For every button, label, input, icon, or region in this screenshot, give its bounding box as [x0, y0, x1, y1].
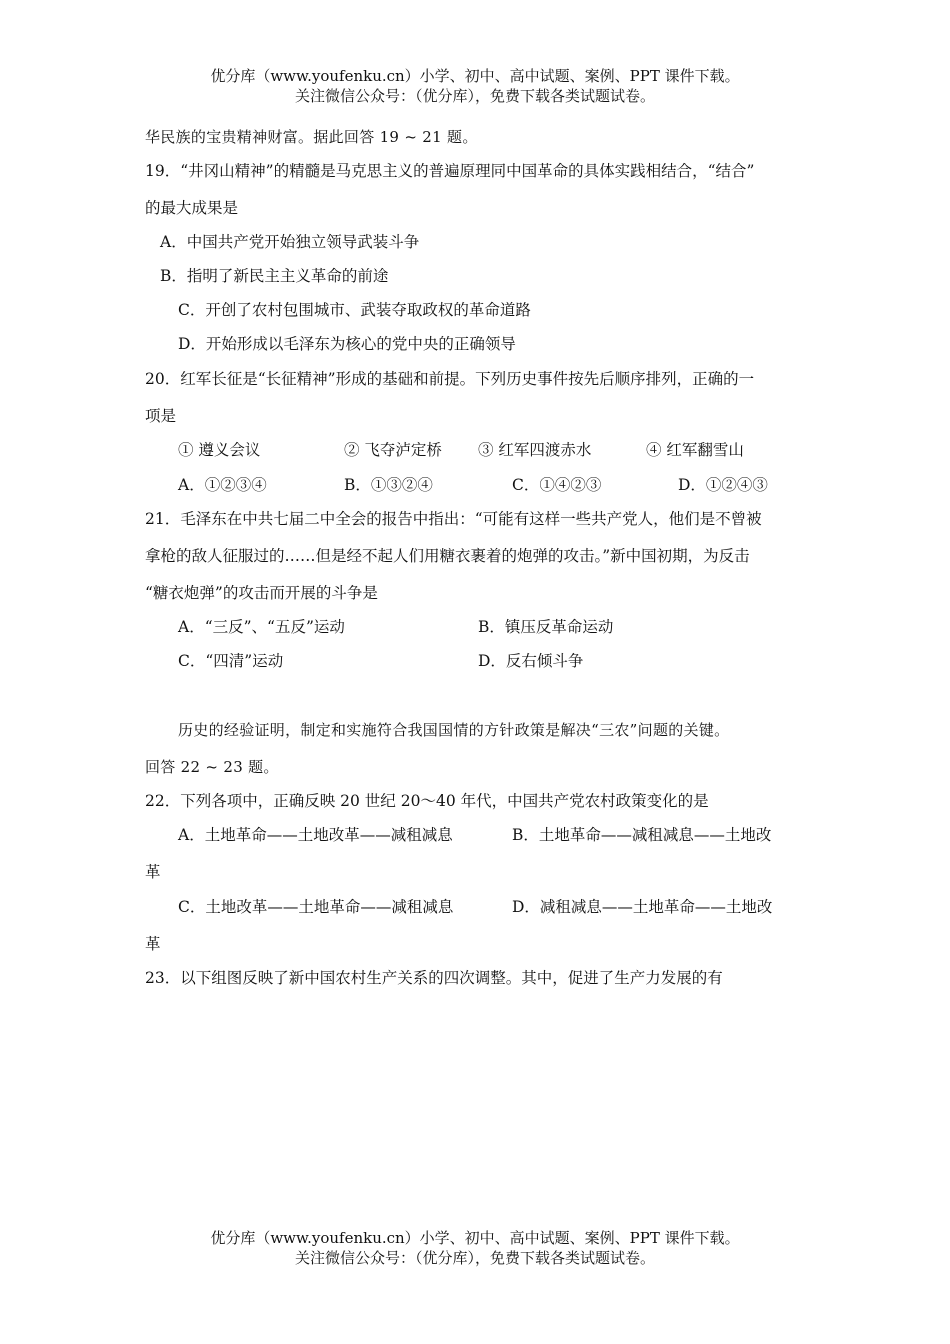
q21-stem-line-3: “糖衣炮弹”的攻击而开展的斗争是	[145, 584, 378, 602]
q21-option-c: C．“四清”运动	[178, 652, 284, 670]
q22-option-b-line-2: 革	[145, 863, 161, 881]
header-line-2: 关注微信公众号：（优分库），免费下载各类试题试卷。	[294, 87, 655, 105]
q20-event-4: ④ 红军翻雪山	[646, 441, 744, 459]
intro-text-2-line-1: 历史的经验证明，制定和实施符合我国国情的方针政策是解决“三农”问题的关键。	[178, 721, 730, 739]
q22-option-d-line-2: 革	[145, 935, 161, 953]
q19-stem-line-1: 19．“井冈山精神”的精髓是马克思主义的普遍原理同中国革命的具体实践相结合，“结合”	[145, 162, 755, 180]
q21-stem-line-1: 21．毛泽东在中共七届二中全会的报告中指出：“可能有这样一些共产党人，他们是不曾被	[145, 510, 762, 528]
q19-option-d: D．开始形成以毛泽东为核心的党中央的正确领导	[178, 335, 516, 353]
q20-stem-line-1: 20．红军长征是“长征精神”形成的基础和前提。下列历史事件按先后顺序排列，正确的一	[145, 370, 755, 388]
q23-stem: 23．以下组图反映了新中国农村生产关系的四次调整。其中，促进了生产力发展的有	[145, 969, 723, 987]
q20-event-3: ③ 红军四渡赤水	[478, 441, 592, 459]
q21-option-b: B．镇压反革命运动	[478, 618, 614, 636]
q21-option-a: A．“三反”、“五反”运动	[178, 618, 345, 636]
q20-event-1: ① 遵义会议	[178, 441, 261, 459]
q21-stem-line-2: 拿枪的敌人征服过的……但是经不起人们用糖衣裹着的炮弹的攻击。”新中国初期，为反击	[145, 547, 750, 565]
q19-option-a: A．中国共产党开始独立领导武装斗争	[160, 233, 420, 251]
q22-option-a: A．土地革命——土地改革——减租减息	[178, 826, 453, 844]
footer-line-1: 优分库（www.youfenku.cn）小学、初中、高中试题、案例、PPT 课件下载。	[210, 1229, 740, 1247]
q20-stem-line-2: 项是	[145, 407, 177, 425]
q21-option-d: D．反右倾斗争	[478, 652, 584, 670]
header-line-1: 优分库（www.youfenku.cn）小学、初中、高中试题、案例、PPT 课件下载。	[210, 67, 740, 85]
q19-option-b: B．指明了新民主主义革命的前途	[160, 267, 389, 285]
q22-option-b-line-1: B．土地革命——减租减息——土地改	[512, 826, 772, 844]
intro-text-2-line-2: 回答 22 ~ 23 题。	[145, 758, 279, 776]
q22-option-d-line-1: D．减租减息——土地革命——土地改	[512, 898, 773, 916]
q19-option-c: C．开创了农村包围城市、武装夺取政权的革命道路	[178, 301, 531, 319]
q22-stem: 22．下列各项中，正确反映 20 世纪 20～40 年代，中国共产党农村政策变化的是	[145, 792, 709, 810]
intro-text-1: 华民族的宝贵精神财富。据此回答 19 ~ 21 题。	[145, 128, 478, 146]
q20-option-d: D．①②④③	[678, 476, 768, 494]
q22-option-c: C．土地改革——土地革命——减租减息	[178, 898, 454, 916]
q20-option-b: B．①③②④	[344, 476, 433, 494]
q20-option-c: C．①④②③	[512, 476, 602, 494]
q19-stem-line-2: 的最大成果是	[145, 199, 239, 217]
footer-line-2: 关注微信公众号：（优分库），免费下载各类试题试卷。	[294, 1249, 655, 1267]
q20-option-a: A．①②③④	[178, 476, 267, 494]
q20-event-2: ② 飞夺泸定桥	[344, 441, 442, 459]
